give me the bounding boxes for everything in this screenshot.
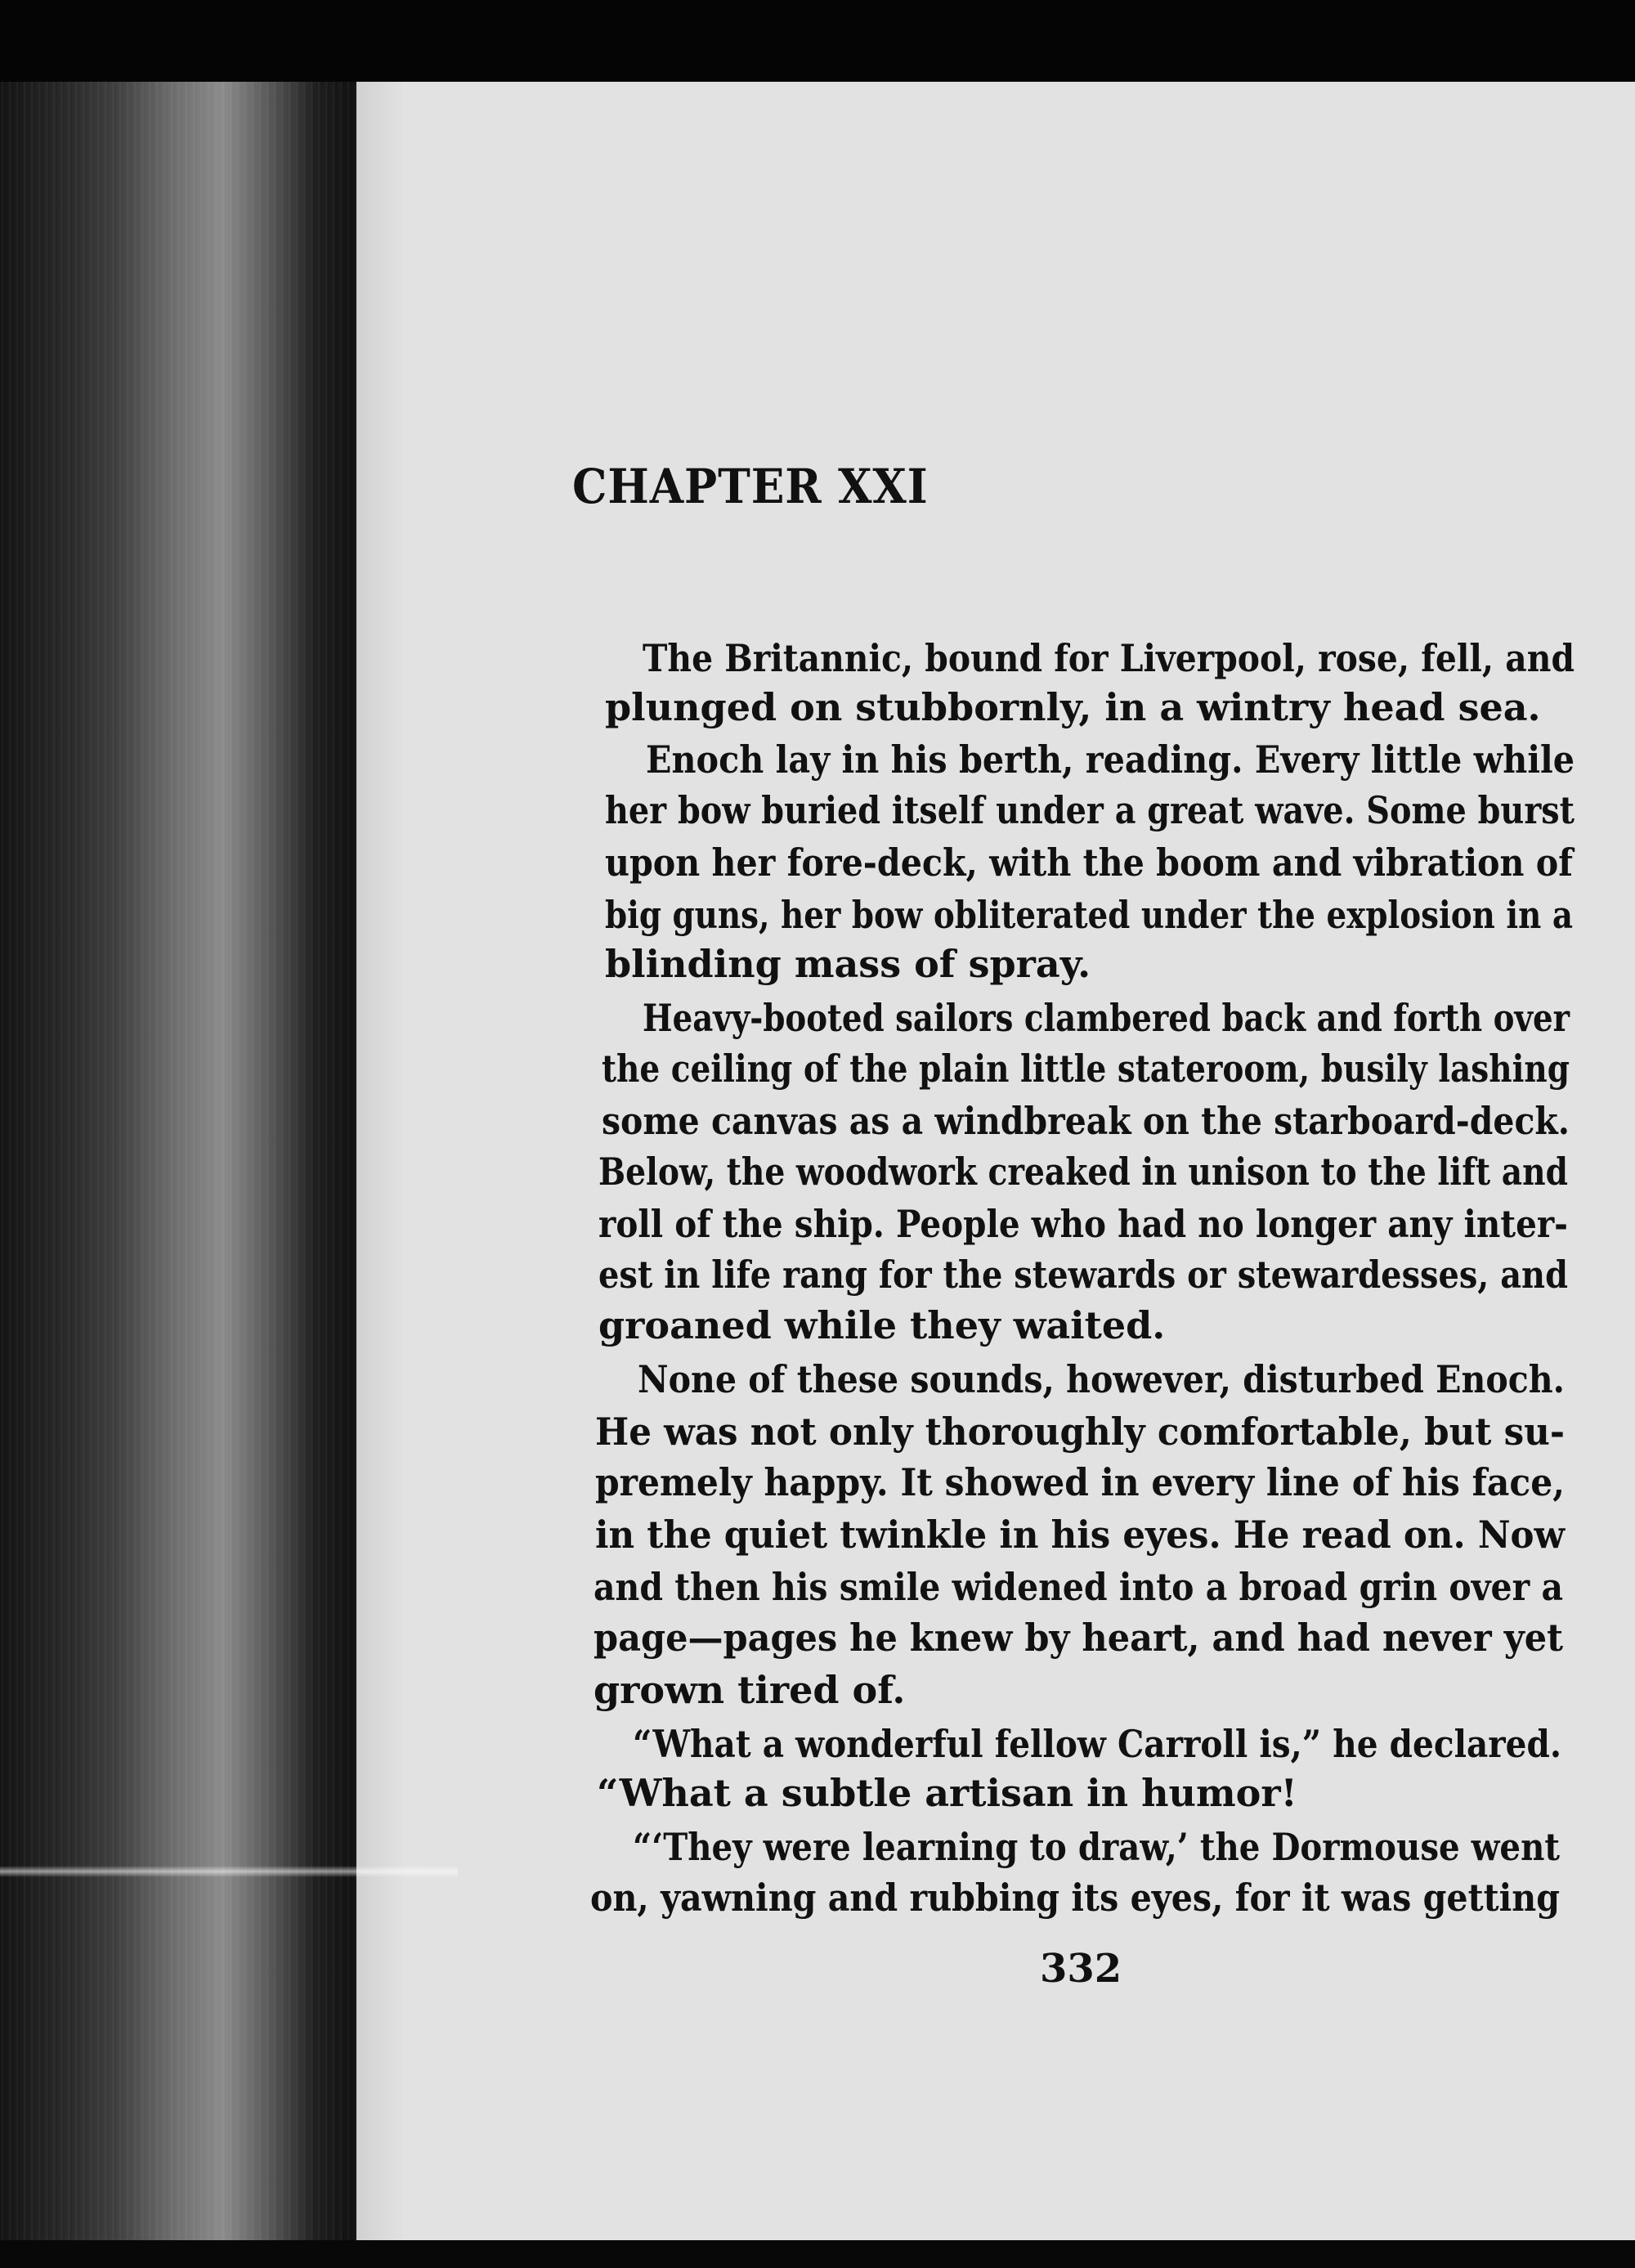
text-line: “What a subtle artisan in humor! [597, 1771, 1297, 1815]
text-line: None of these sounds, however, disturbed Enoch. [638, 1357, 1565, 1401]
text-line: “What a wonderful fellow Carroll is,” he declared. [633, 1722, 1561, 1766]
text-line: groaned while they waited. [598, 1303, 1166, 1347]
text-line: blinding mass of spray. [605, 942, 1091, 986]
chapter-title: CHAPTER XXI [572, 459, 929, 514]
text-line: The Britannic, bound for Liverpool, rose, fell, and [643, 636, 1575, 680]
text-line: Heavy-booted sailors clambered back and forth over [643, 996, 1570, 1040]
text-line: page—pages he knew by heart, and had never yet [594, 1616, 1563, 1660]
page-number: 332 [1040, 1946, 1122, 1992]
text-line: and then his smile widened into a broad grin over a [594, 1565, 1563, 1609]
scan-bottom-edge [0, 2240, 1635, 2268]
text-line: Below, the woodwork creaked in unison to the lift and [598, 1150, 1568, 1194]
text-line: on, yawning and rubbing its eyes, for it was getting [590, 1876, 1560, 1920]
text-line: “‘They were learning to draw,’ the Dormouse went [633, 1825, 1560, 1869]
scan-glint [0, 1866, 458, 1877]
text-line: premely happy. It showed in every line of his face, [595, 1460, 1565, 1504]
text-line: her bow buried itself under a great wave. Some burst [605, 788, 1575, 832]
book-spine [0, 82, 360, 2268]
text-line: the ceiling of the plain little stateroom, busily lashing [602, 1047, 1570, 1091]
text-line: roll of the ship. People who had no longer any inter- [598, 1202, 1568, 1246]
text-line: He was not only thoroughly comfortable, but su- [595, 1410, 1565, 1454]
text-line: some canvas as a windbreak on the starboard-deck. [602, 1099, 1570, 1143]
text-line: est in life rang for the stewards or stewardesses, and [598, 1253, 1568, 1297]
text-line: big guns, her bow obliterated under the explosion in a [605, 893, 1573, 937]
text-line: grown tired of. [594, 1668, 906, 1712]
text-line: Enoch lay in his berth, reading. Every little while [646, 737, 1575, 782]
text-line: upon her fore-deck, with the boom and vibration of [605, 840, 1573, 885]
text-line: plunged on stubbornly, in a wintry head sea. [605, 685, 1541, 729]
text-line: in the quiet twinkle in his eyes. He read on. Now [595, 1513, 1565, 1557]
